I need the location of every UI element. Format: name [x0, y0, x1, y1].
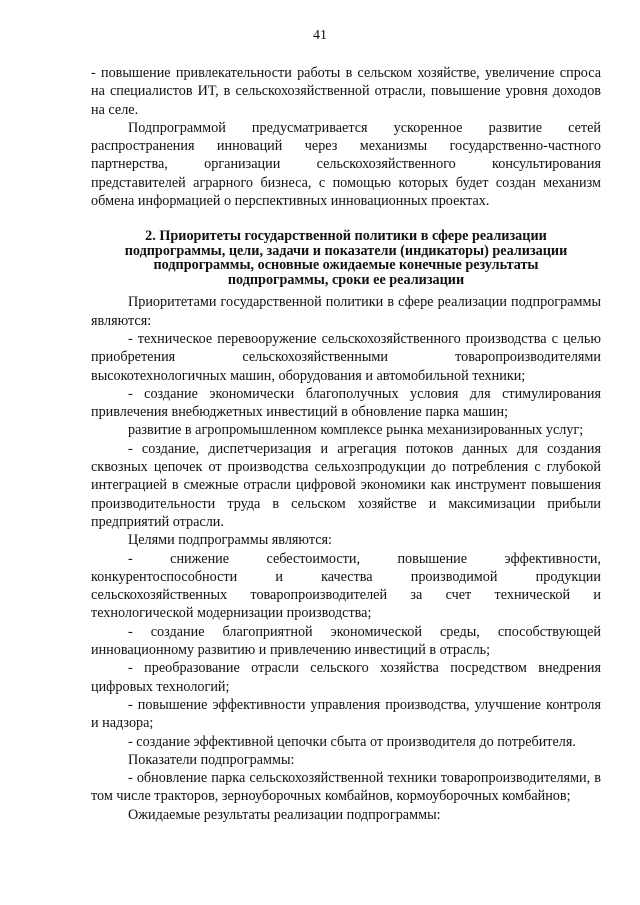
paragraph-results-intro: Ожидаемые результаты реализации подпрограммы:: [128, 806, 441, 823]
heading-line: подпрограммы, сроки ее реализации: [227, 271, 465, 288]
list-item-goal: - преобразование отрасли сельского хозяйства посредством внедрения цифровых технологий;: [91, 660, 601, 695]
list-item-indicator: - обновление парка сельскохозяйственной техники товаропроизводителями, в том числе тракторов, зерноуборочных комбайнов, кормоуборочных комбайнов;: [91, 770, 601, 805]
paragraph-indicators-intro: Показатели подпрограммы:: [128, 751, 295, 768]
list-item-priority: - техническое перевооружение сельскохозяйственного производства с целью приобретения сельскохозяйственными товаропроизводителями высокотехнологичных машин, оборудования и автомобильной техники;: [91, 330, 601, 384]
paragraph-goals-intro: Целями подпрограммы являются:: [128, 532, 332, 549]
list-item-goal: - создание эффективной цепочки сбыта от производителя до потребителя.: [128, 733, 576, 750]
page-number: 41: [313, 28, 327, 43]
page-content: [91, 64, 601, 824]
paragraph-priorities-intro: Приоритетами государственной политики в сфере реализации подпрограммы являются:: [91, 294, 601, 329]
heading-line: подпрограммы, цели, задачи и показатели (индикаторы) реализации: [124, 242, 568, 259]
list-item-goal: - повышение эффективности управления производства, улучшение контроля и надзора;: [91, 696, 601, 732]
section-heading: [91, 229, 601, 287]
list-item-goal: - создание благоприятной экономической среды, способствующей инновационному развитию и привлечению инвестиций в отрасль;: [91, 623, 601, 659]
heading-line: подпрограммы, основные ожидаемые конечные результаты: [153, 257, 539, 274]
paragraph-intro-2: Подпрограммой предусматривается ускоренное развитие сетей распространения инноваций через механизмы государственно-частного партнерства, организации сельскохозяйственного консультирования представителей аграрного бизнеса, с помощью которых будет создан механизм обмена информацией о перспективных инновационных проектах.: [91, 119, 601, 210]
list-item-priority: - создание, диспетчеризация и агрегация потоков данных для создания сквозных цепочек от производства сельхозпродукции до потребления с глубокой интеграцией в смежные отрасли цифровой экономики как инструмент повышения производительности труда в сельском хозяйстве и максимизации прибыли предприятий отрасли.: [91, 440, 601, 530]
list-item-priority: - создание экономически благополучных условия для стимулирования привлечения внебюджетных инвестиций в обновление парка машин;: [91, 385, 601, 421]
list-item-goal: - снижение себестоимости, повышение эффективности, конкурентоспособности и качества производимой продукции сельскохозяйственных товаропроизводителей за счет технической и технологической модернизации производства;: [91, 550, 601, 622]
paragraph-intro-1: - повышение привлекательности работы в сельском хозяйстве, увеличение спроса на специалистов ИТ, в сельскохозяйственной отрасли, повышение уровня доходов на селе.: [91, 65, 601, 118]
list-item-priority: развитие в агропромышленном комплексе рынка механизированных услуг;: [128, 422, 584, 439]
heading-line: 2. Приоритеты государственной политики в сфере реализации: [145, 228, 547, 245]
